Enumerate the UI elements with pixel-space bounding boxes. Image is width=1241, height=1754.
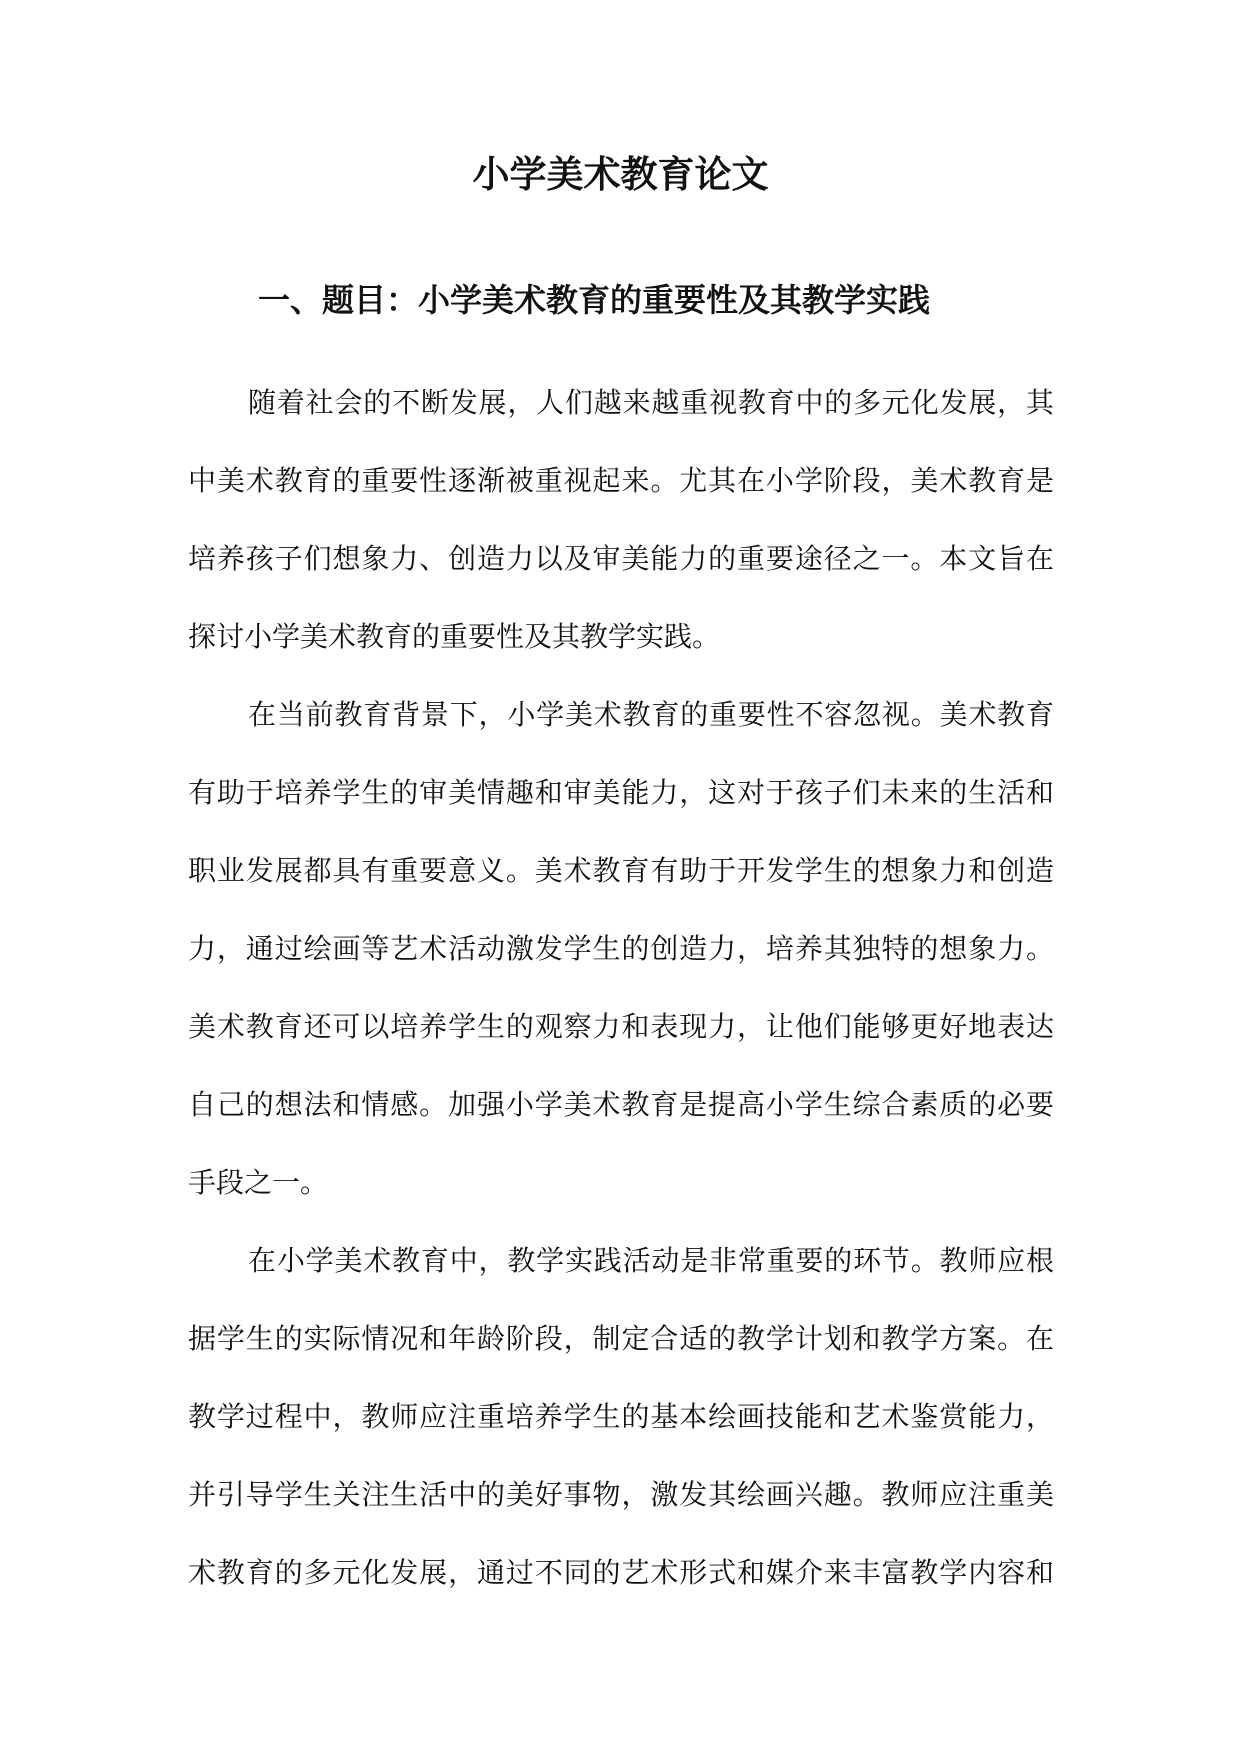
- paragraph-line: 随着社会的不断发展，人们越来越重视教育中的多元化发展，其: [248, 386, 1054, 419]
- section-heading: 一、题目：小学美术教育的重要性及其教学实践: [258, 281, 931, 319]
- paragraph-line: 在当前教育背景下，小学美术教育的重要性不容忽视。美术教育: [248, 698, 1054, 731]
- paragraph-line: 美术教育还可以培养学生的观察力和表现力，让他们能够更好地表达: [188, 1010, 1054, 1043]
- paragraph-line: 中美术教育的重要性逐渐被重视起来。尤其在小学阶段，美术教育是: [188, 464, 1054, 497]
- paragraph-line: 在小学美术教育中，教学实践活动是非常重要的环节。教师应根: [248, 1244, 1054, 1277]
- paragraph: [188, 364, 1054, 676]
- paragraph-line: 手段之一。: [188, 1166, 329, 1199]
- paragraph: [188, 676, 1054, 1222]
- paragraph-line: 术教育的多元化发展，通过不同的艺术形式和媒介来丰富教学内容和: [188, 1556, 1054, 1589]
- paragraph-line: 探讨小学美术教育的重要性及其教学实践。: [188, 620, 721, 653]
- paragraph-line: 培养孩子们想象力、创造力以及审美能力的重要途径之一。本文旨在: [188, 542, 1054, 575]
- paragraph-line: 自己的想法和情感。加强小学美术教育是提高小学生综合素质的必要: [188, 1088, 1054, 1121]
- paragraph: [188, 1222, 1054, 1612]
- document-title: 小学美术教育论文: [472, 152, 769, 196]
- paragraph-line: 职业发展都具有重要意义。美术教育有助于开发学生的想象力和创造: [188, 854, 1054, 887]
- paragraph-line: 力，通过绘画等艺术活动激发学生的创造力，培养其独特的想象力。: [188, 932, 1054, 965]
- paragraph-line: 教学过程中，教师应注重培养学生的基本绘画技能和艺术鉴赏能力，: [188, 1400, 1054, 1433]
- document-body: [188, 364, 1054, 1612]
- paragraph-line: 并引导学生关注生活中的美好事物，激发其绘画兴趣。教师应注重美: [188, 1478, 1054, 1511]
- paragraph-line: 据学生的实际情况和年龄阶段，制定合适的教学计划和教学方案。在: [188, 1322, 1054, 1355]
- paragraph-line: 有助于培养学生的审美情趣和审美能力，这对于孩子们未来的生活和: [188, 776, 1054, 809]
